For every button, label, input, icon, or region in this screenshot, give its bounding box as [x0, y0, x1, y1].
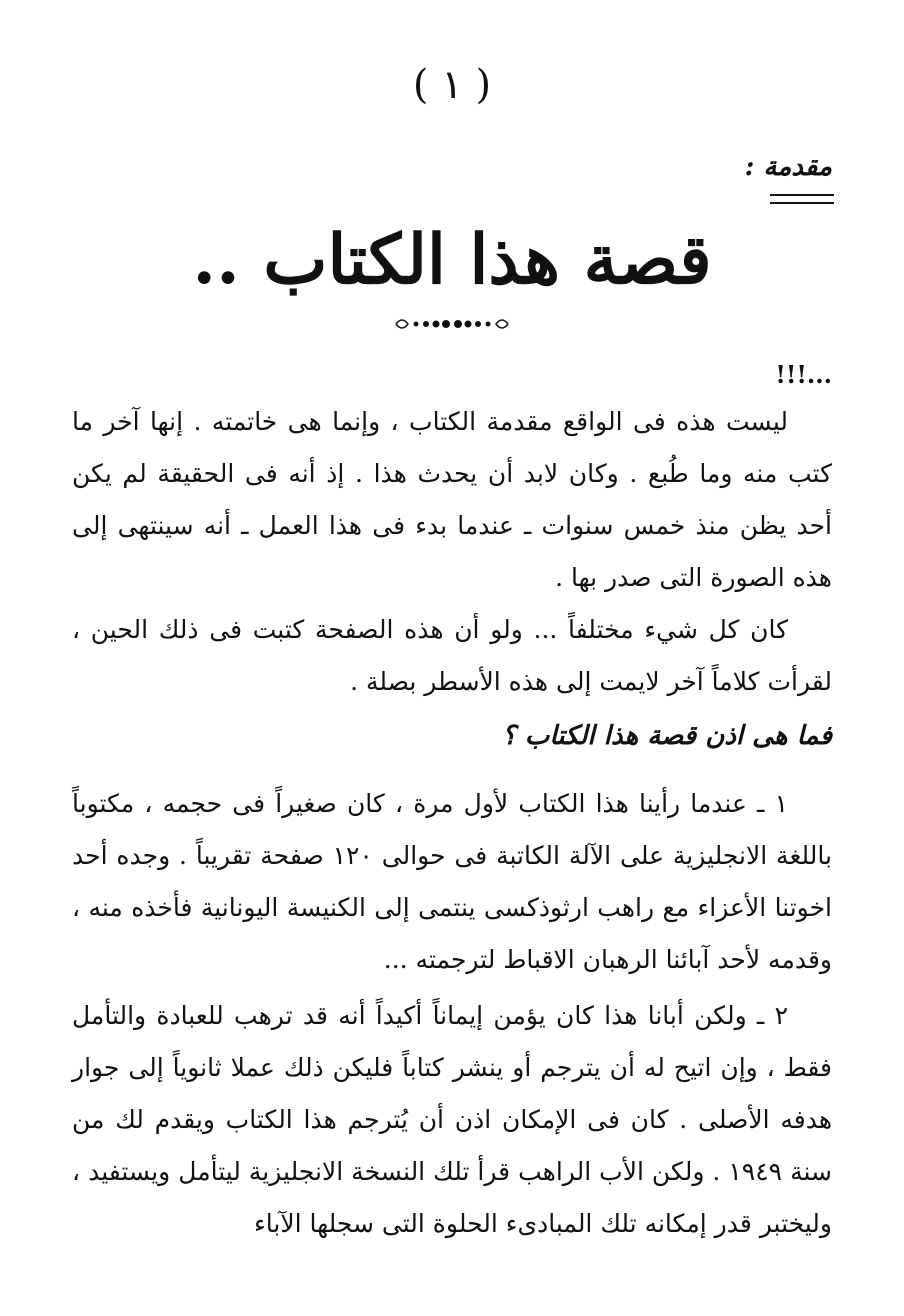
page-title: قصة هذا الكتاب ..	[192, 220, 712, 300]
paragraph-1	[72, 396, 832, 604]
divider-dot	[454, 320, 462, 328]
paragraph-4	[72, 990, 832, 1250]
section-question: فما هى اذن قصة هذا الكتاب ؟	[501, 721, 832, 751]
divider-dot	[442, 320, 450, 328]
paragraph-2	[72, 604, 832, 708]
divider-right-curl	[496, 320, 508, 328]
decorative-divider-icon	[0, 312, 904, 336]
paragraph-3	[72, 778, 832, 986]
paragraph-1-text: ليست هذه فى الواقع مقدمة الكتاب ، وإنما هى خاتمته . إنها آخر ما كتب منه وما طُبع . وكان لابد أن يحدث هذا . إذ أنه فى الحقيقة لم يكن أحد يظن منذ خمس سنوات ـ عندما بدء فى هذا العمل ـ أنه سينتهى إلى هذه الصورة التى صدر بها .	[72, 407, 832, 592]
divider-dot	[433, 321, 440, 328]
section-underline	[770, 194, 834, 204]
section-label: مقدمة :	[744, 152, 832, 182]
divider-dot	[486, 322, 491, 327]
page-number: ( ١ )	[412, 62, 492, 108]
paragraph-3-text: ١ ـ عندما رأينا هذا الكتاب لأول مرة ، كان صغيراً فى حجمه ، مكتوباً باللغة الانجليزية على الآلة الكاتبة فى حوالى ١٢٠ صفحة تقريباً . وجده أحد اخوتنا الأعزاء مع راهب ارثوذكسى ينتمى إلى الكنيسة اليونانية فأخذه منه ، وقدمه لأحد آبائنا الرهبان الاقباط لترجمته ...	[72, 789, 832, 974]
ellipsis-exclamation: ...!!!	[775, 360, 832, 389]
divider-dot	[414, 322, 419, 327]
divider-left-curl	[396, 320, 408, 328]
divider-dot	[423, 321, 429, 327]
paragraph-4-text: ٢ ـ ولكن أبانا هذا كان يؤمن إيماناً أكيداً أنه قد ترهب للعبادة والتأمل فقط ، وإن اتيح له أن يترجم أو ينشر كتاباً فليكن ذلك عملا ثانوياً إلى جوار هدفه الأصلى . كان فى الإمكان اذن أن يُترجم هذا الكتاب ويقدم لك من سنة ١٩٤٩ . ولكن الأب الراهب قرأ تلك النسخة الانجليزية ليتأمل ويستفيد ، وليختبر قدر إمكانه تلك المبادىء الحلوة التى سجلها الآباء	[72, 1001, 832, 1238]
paragraph-2-text: كان كل شيء مختلفاً ... ولو أن هذه الصفحة كتبت فى ذلك الحين ، لقرأت كلاماً آخر لايمت إلى هذه الأسطر بصلة .	[72, 615, 832, 696]
divider-dot	[465, 321, 472, 328]
divider-dot	[475, 321, 481, 327]
